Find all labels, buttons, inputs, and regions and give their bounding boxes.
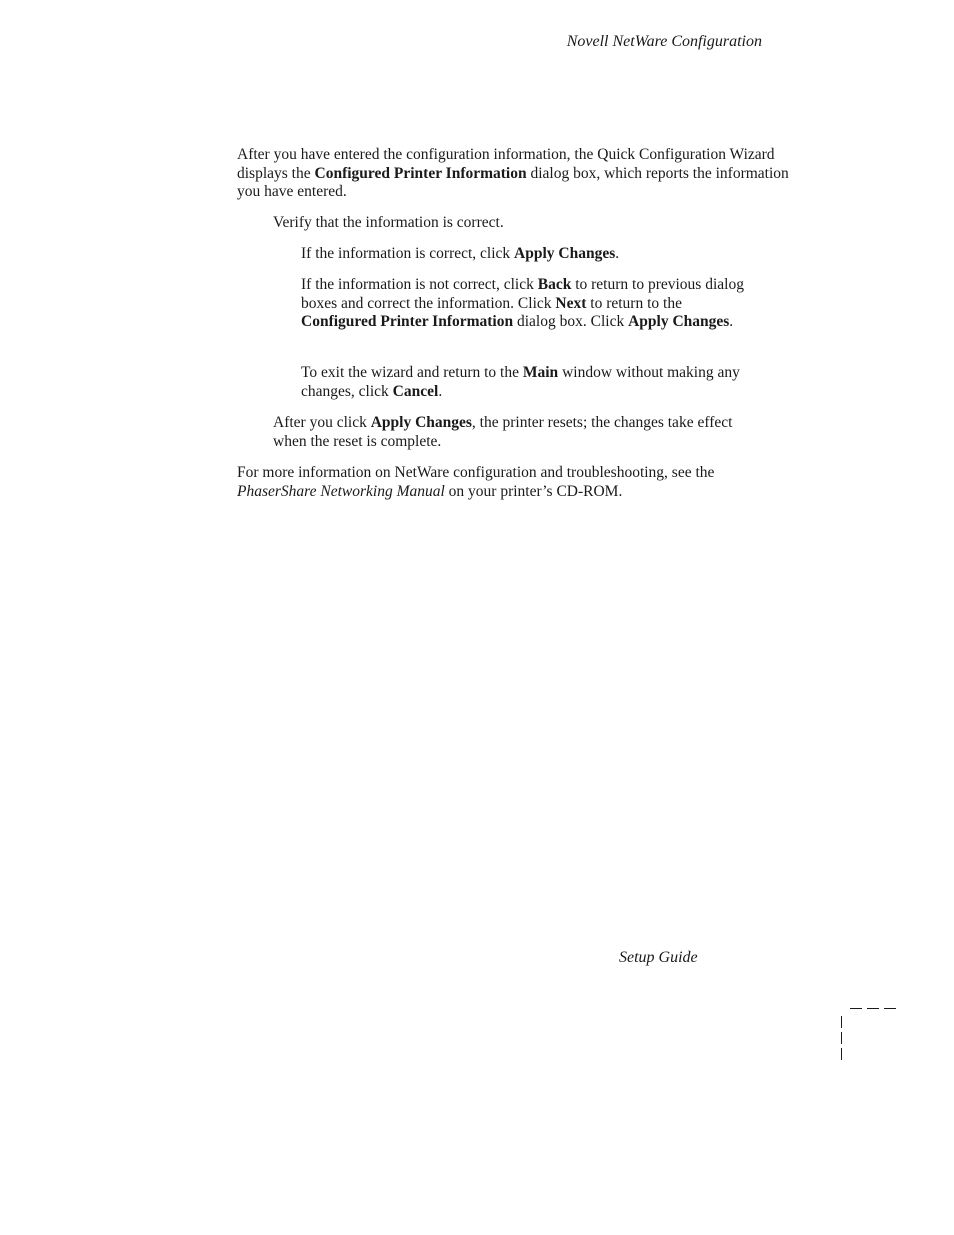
corner-tick-3 [841, 1048, 842, 1060]
running-footer: Setup Guide [619, 949, 698, 966]
corner-dash-3 [884, 1008, 896, 1009]
exit-instruction: To exit the wizard and return to the Main window without making any changes, click Cancel. [301, 364, 740, 400]
correct-instruction: If the information is correct, click Apply Changes. [301, 245, 620, 262]
more-info-paragraph: For more information on NetWare configuration and troubleshooting, see the PhaserShare Networking Manual on your printer’s CD-ROM. [237, 464, 715, 500]
after-apply-step: After you click Apply Changes, the printer resets; the changes take effect when the reset is complete. [273, 414, 733, 450]
corner-tick-2 [841, 1032, 842, 1044]
intro-paragraph: After you have entered the configuration information, the Quick Configuration Wizard displays the Configured Printer Information dialog box, which reports the information you have entered. [237, 146, 789, 201]
not-correct-instruction: If the information is not correct, click Back to return to previous dialog boxes and correct the information. Click Next to return to the Configured Printer Information dialog box. Click Apply Changes. [301, 276, 744, 331]
corner-dash-2 [867, 1008, 879, 1009]
corner-tick-1 [841, 1016, 842, 1028]
running-header: Novell NetWare Configuration [566, 33, 762, 50]
corner-dash-1 [850, 1008, 862, 1009]
verify-step: Verify that the information is correct. [273, 214, 504, 231]
